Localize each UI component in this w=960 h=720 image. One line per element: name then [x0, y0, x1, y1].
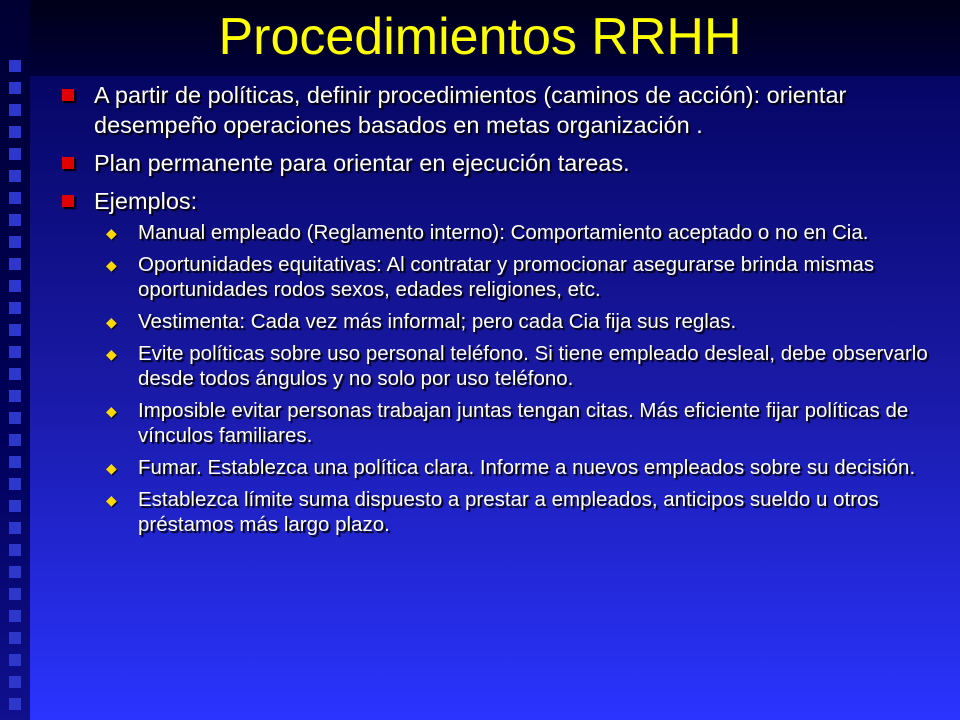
decoration-square	[9, 654, 21, 666]
diamond-bullet-icon: ◆	[106, 492, 117, 508]
square-bullet-icon	[62, 157, 74, 169]
decoration-square	[9, 236, 21, 248]
sub-bullet-text: Establezca límite suma dispuesto a prestar a empleados, anticipos sueldo u otros préstamos más largo plazo.	[138, 488, 879, 536]
decoration-square	[9, 610, 21, 622]
decoration-square	[9, 126, 21, 138]
decoration-square	[9, 500, 21, 512]
decoration-square	[9, 104, 21, 116]
decoration-square	[9, 302, 21, 314]
decoration-square	[9, 346, 21, 358]
sub-bullet-item	[62, 341, 952, 391]
sub-bullet-text: Vestimenta: Cada vez más informal; pero cada Cia fija sus reglas.	[138, 310, 737, 333]
diamond-bullet-icon: ◆	[106, 346, 117, 362]
decoration-square	[9, 82, 21, 94]
decoration-square	[9, 676, 21, 688]
square-bullet-icon	[62, 195, 74, 207]
sub-bullet-item	[62, 398, 952, 448]
decoration-square	[9, 522, 21, 534]
sub-bullet-item	[62, 252, 952, 302]
sub-bullet-item	[62, 220, 952, 245]
left-decoration-column	[0, 0, 30, 720]
bullet-item	[62, 148, 952, 178]
sub-bullet-item	[62, 309, 952, 334]
decoration-square	[9, 456, 21, 468]
decoration-square	[9, 324, 21, 336]
bullet-item	[62, 80, 952, 140]
diamond-bullet-icon: ◆	[106, 314, 117, 330]
decoration-square	[9, 214, 21, 226]
diamond-bullet-icon: ◆	[106, 257, 117, 273]
sub-bullet-text: Fumar. Establezca una política clara. Informe a nuevos empleados sobre su decisión.	[138, 456, 916, 479]
decoration-square	[9, 148, 21, 160]
bullet-text: Plan permanente para orientar en ejecución tareas.	[94, 150, 630, 176]
decoration-square	[9, 698, 21, 710]
decoration-square	[9, 434, 21, 446]
decoration-square	[9, 368, 21, 380]
decoration-square	[9, 566, 21, 578]
sub-bullet-item	[62, 455, 952, 480]
bullet-text: Ejemplos:	[94, 188, 198, 214]
decoration-square	[9, 258, 21, 270]
bullet-item	[62, 186, 952, 216]
sub-bullet-text: Evite políticas sobre uso personal teléfono. Si tiene empleado desleal, debe observarlo desde todos ángulos y no solo por uso teléfono.	[138, 342, 928, 390]
sub-bullet-text: Manual empleado (Reglamento interno): Comportamiento aceptado o no en Cia.	[138, 221, 869, 244]
decoration-square	[9, 412, 21, 424]
bullet-text: A partir de políticas, definir procedimientos (caminos de acción): orientar desempeño operaciones basados en metas organización .	[94, 82, 847, 138]
slide-content	[62, 80, 952, 544]
diamond-bullet-icon: ◆	[106, 403, 117, 419]
sub-bullet-text: Imposible evitar personas trabajan juntas tengan citas. Más eficiente fijar políticas de vínculos familiares.	[138, 399, 909, 447]
diamond-bullet-icon: ◆	[106, 460, 117, 476]
slide-title: Procedimientos RRHH	[218, 8, 742, 66]
decoration-square	[9, 390, 21, 402]
decoration-square	[9, 588, 21, 600]
decoration-square	[9, 192, 21, 204]
decoration-square	[9, 280, 21, 292]
sub-bullet-item	[62, 487, 952, 537]
decoration-square	[9, 170, 21, 182]
decoration-square	[9, 478, 21, 490]
sub-bullet-text: Oportunidades equitativas: Al contratar y promocionar asegurarse brinda mismas oportunidades rodos sexos, edades religiones, etc.	[138, 253, 875, 301]
square-bullet-icon	[62, 89, 74, 101]
diamond-bullet-icon: ◆	[106, 225, 117, 241]
decoration-square	[9, 544, 21, 556]
decoration-square	[9, 632, 21, 644]
